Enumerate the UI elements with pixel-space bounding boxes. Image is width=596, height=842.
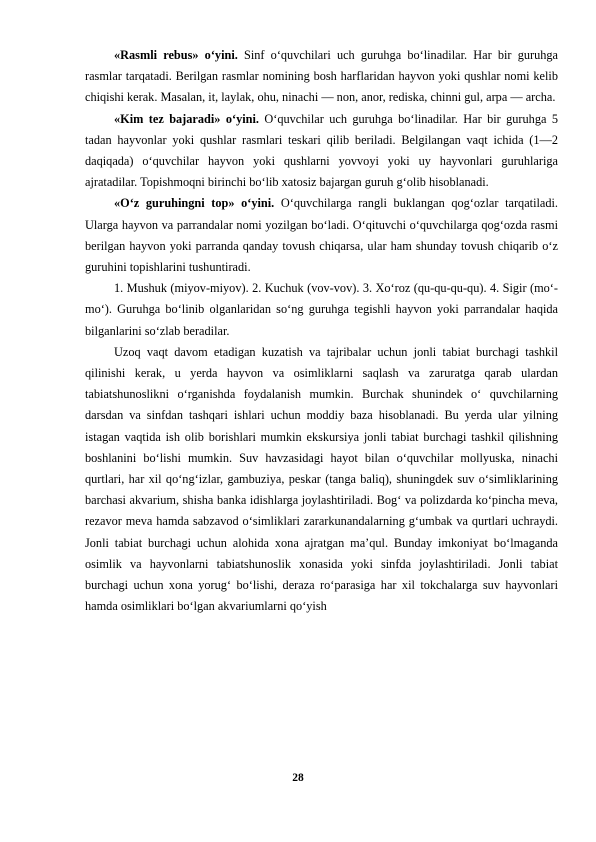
page-body bbox=[85, 45, 558, 617]
paragraph-animal-sounds bbox=[85, 278, 558, 342]
paragraph-text: O‘quvchilarga rangli buklangan qog‘ozlar tarqatiladi. Ularga hayvon va parrandalar nomi yozilgan bo‘ladi. O‘qituvchi o‘quvchilarga qog‘ozda rasmi berilgan hayvon yoki parranda qanday tovush chiqarsa, ular ham shunday tovush chiqarib o‘z guruhini topishlarini tushuntiradi. bbox=[85, 196, 558, 275]
paragraph-text: 1. Mushuk (miyov-miyov). 2. Kuchuk (vov-vov). 3. Xo‘roz (qu-qu-qu-qu). 4. Sigir (mo‘-mo‘). Guruhga bo‘linib olganlaridan so‘ng guruhga tegishli hayvon yoki parrandalar haqida bilganlarini so‘zlab beradilar. bbox=[85, 281, 558, 338]
paragraph-text: Uzoq vaqt davom etadigan kuzatish va tajribalar uchun jonli tabiat burchagi tashkil qilinishi kerak, u yerda hayvon va osimliklarni saqlash va zaruratga qarab ulardan tabiatshunoslikni o‘rganishda foydalanish mumkin. Burchak shunindek o‘ quvchilarning darsdan va sinfdan tashqari ishlari uchun moddiy baza hisoblanadi. Bu yerda ular yilning istagan vaqtida ish olib borishlari mumkin ekskursiya jonli tabiat burchagi tashkil qilishning boshlanini bo‘lishi mumkin. Suv havzasidagi hayot bilan o‘quvchilar mollyuska, ninachi qurtlari, har xil qo‘ng‘izlar, gambuziya, peskar (tanga baliq), shuningdek suv o‘simliklarining barchasi akvarium, shisha banka idishlarga joylashtiriladi. Bog‘ va polizdarda ko‘pincha meva, rezavor meva hamda sabzavod o‘simliklari zararkunandalarning g‘umbak va qurtlari uchraydi. Jonli tabiat burchagi uchun alohida xona ajratgan ma’qul. Bunday imkoniyat bo‘lmaganda osimlik va hayvonlarni tabiatshunoslik xonasida yoki sinfda joylashtiriladi. Jonli tabiat burchagi uchun xona yorug‘ bo‘lishi, deraza ro‘parasiga har xil tokchalarga suv hayvonlari hamda osimliklari bo‘lgan akvariumlarni qo‘yish bbox=[85, 344, 558, 614]
paragraph-title: «Rasmli rebus» o‘yini. bbox=[114, 48, 238, 62]
paragraph-oz-guruhingni-top bbox=[85, 193, 558, 278]
paragraph-kim-tez-bajaradi bbox=[85, 109, 558, 194]
paragraph-title: «Kim tez bajaradi» o‘yini. bbox=[114, 111, 259, 126]
paragraph-title: «O‘z guruhingni top» o‘yini. bbox=[114, 196, 275, 211]
page-number: 28 bbox=[292, 772, 304, 784]
paragraph-text: O‘quvchilar uch guruhga bo‘linadilar. Har bir guruhga 5 tadan hayvonlar yoki qushlar rasmlari teskari qilib beriladi. Belgilangan vaqt ichida (1—2 daqiqada) o‘quvchilar hayvon yoki qushlarni yovvoyi yoki uy hayvonlari guruhlariga ajratadilar. Topishmoqni birinchi bo‘lib xatosiz bajargan guruh g‘olib hisoblanadi. bbox=[85, 111, 558, 190]
paragraph-text: Sinf o‘quvchilari uch guruhga bo‘linadilar. Har bir guruhga rasmlar tarqatadi. Berilgan rasmlar nomining bosh harflaridan hayvon yoki qushlar nomi kelib chiqishi kerak. Masalan, it, laylak, ohu, ninachi — non, anor, rediska, chinni gul, arpa — archa. bbox=[85, 48, 558, 105]
paragraph-rasmli-rebus bbox=[85, 45, 558, 109]
paragraph-nature-corner bbox=[85, 342, 558, 618]
